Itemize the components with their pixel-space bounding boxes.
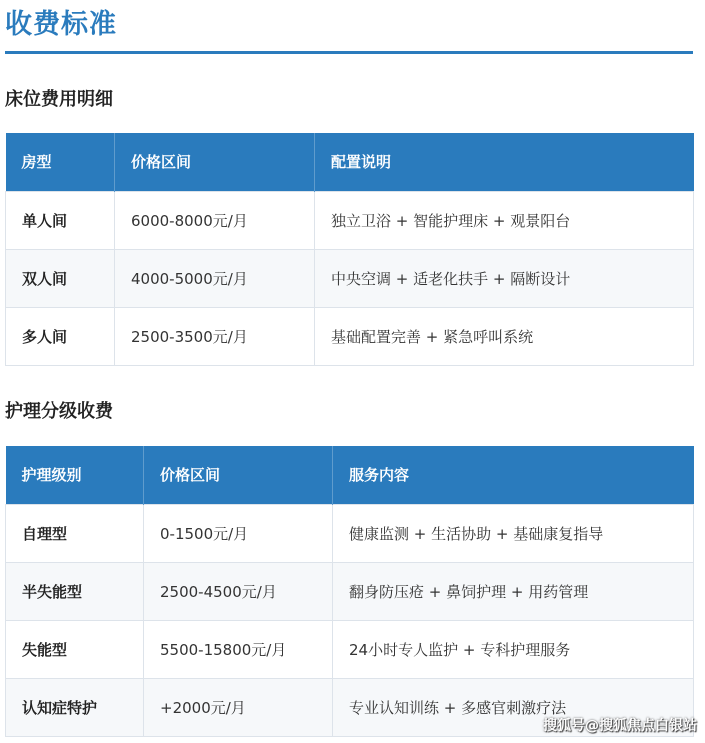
table-row [6,307,694,365]
price-cell: 6000-8000元/月 [115,191,315,249]
care-level-cell: 认知症特护 [6,678,144,736]
price-cell: 4000-5000元/月 [115,249,315,307]
watermark: 搜狐号@搜狐焦点白银站 [543,718,697,734]
configuration-cell: 独立卫浴 + 智能护理床 + 观景阳台 [315,191,694,249]
price-cell: 2500-4500元/月 [144,562,333,620]
table-row [6,191,694,249]
configuration-cell: 基础配置完善 + 紧急呼叫系统 [315,307,694,365]
care-level-fee-table [5,446,694,737]
section-title-care-levels: 护理分级收费 [5,401,113,422]
care-level-cell: 自理型 [6,504,144,562]
table-header-row [6,133,694,191]
care-level-cell: 失能型 [6,620,144,678]
bed-fee-table [5,133,694,366]
header-price-range: 价格区间 [115,133,315,191]
page-title: 收费标准 [5,9,117,40]
service-cell: 健康监测 + 生活协助 + 基础康复指导 [333,504,694,562]
room-type-cell: 单人间 [6,191,115,249]
table-header-row [6,446,694,504]
service-cell: 专业认知训练 + 多感官刺激疗法 [333,678,694,736]
header-price-range: 价格区间 [144,446,333,504]
header-service-content: 服务内容 [333,446,694,504]
price-cell: 5500-15800元/月 [144,620,333,678]
table-row [6,249,694,307]
service-cell: 翻身防压疮 + 鼻饲护理 + 用药管理 [333,562,694,620]
configuration-cell: 中央空调 + 适老化扶手 + 隔断设计 [315,249,694,307]
room-type-cell: 双人间 [6,249,115,307]
header-configuration: 配置说明 [315,133,694,191]
table-row [6,620,694,678]
title-divider [5,51,693,54]
price-cell: 2500-3500元/月 [115,307,315,365]
header-room-type: 房型 [6,133,115,191]
price-cell: 0-1500元/月 [144,504,333,562]
table-row [6,504,694,562]
table-row [6,562,694,620]
price-cell: +2000元/月 [144,678,333,736]
service-cell: 24小时专人监护 + 专科护理服务 [333,620,694,678]
care-level-cell: 半失能型 [6,562,144,620]
header-care-level: 护理级别 [6,446,144,504]
room-type-cell: 多人间 [6,307,115,365]
section-title-bed-fees: 床位费用明细 [5,89,113,110]
